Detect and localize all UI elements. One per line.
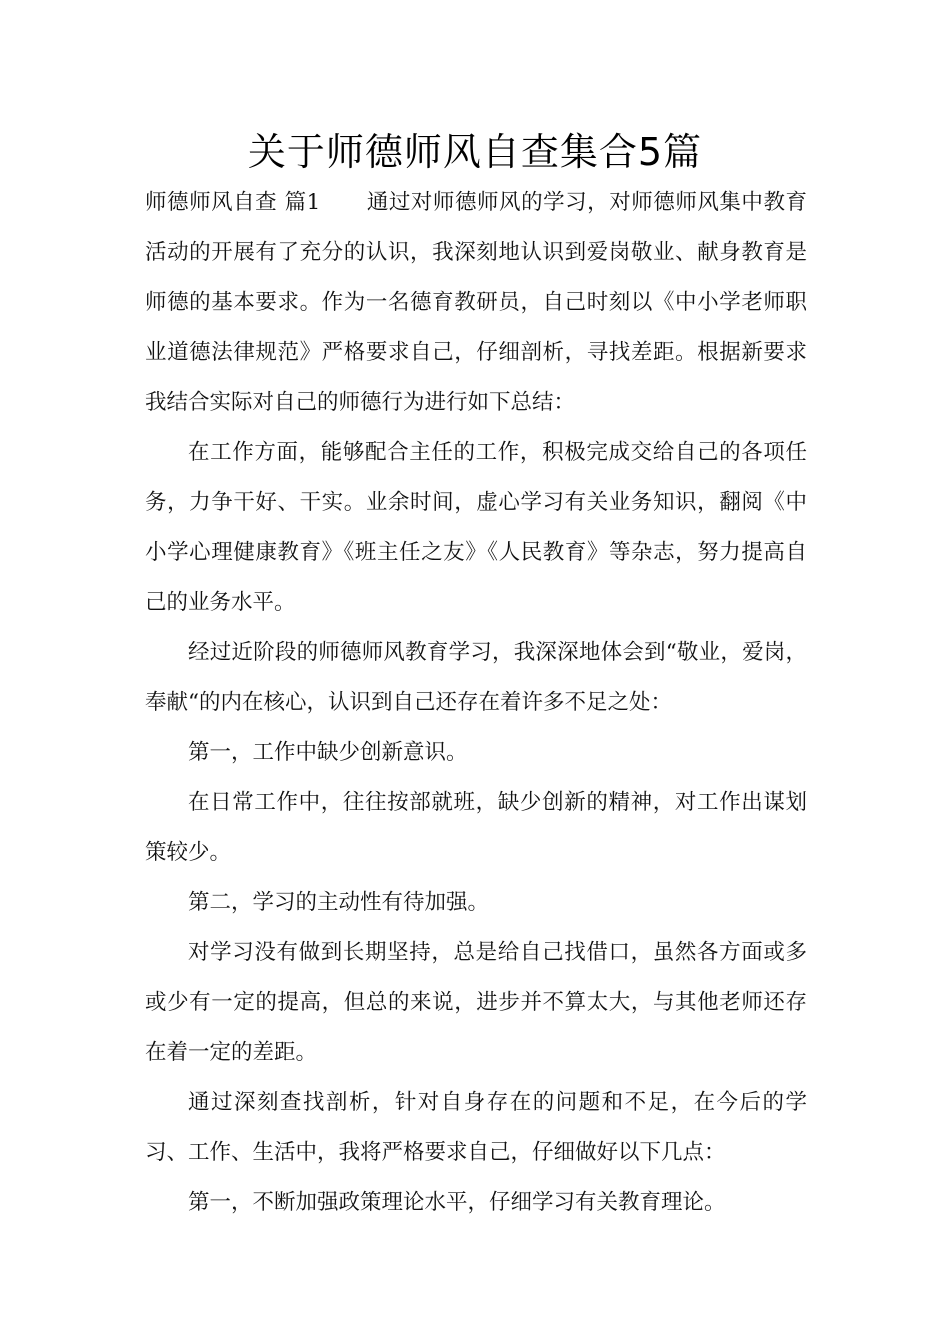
paragraph-3: 经过近阶段的师德师风教育学习，我深深地体会到“敬业，爱岗，奉献“的内在核心，认识到自己还存在着许多不足之处：: [145, 640, 807, 715]
document-body: [145, 178, 807, 1228]
paragraph-1-text: 通过对师德师风的学习，对师德师风集中教育活动的开展有了充分的认识，我深刻地认识到爱岗敬业、献身教育是师德的基本要求。作为一名德育教研员，自己时刻以《中小学老师职业道德法律规范》严格要求自己，仔细剖析，寻找差距。根据新要求我结合实际对自己的师德行为进行如下总结：: [145, 190, 807, 415]
paragraph-6: 第二，学习的主动性有待加强。: [188, 890, 490, 915]
document-title: 关于师德师风自查集合5篇: [247, 130, 703, 174]
paragraph-7: 对学习没有做到长期坚持，总是给自己找借口，虽然各方面或多或少有一定的提高，但总的来说，进步并不算太大，与其他老师还存在着一定的差距。: [145, 940, 807, 1065]
paragraph-2: 在工作方面，能够配合主任的工作，积极完成交给自己的各项任务，力争干好、干实。业余时间，虚心学习有关业务知识，翻阅《中小学心理健康教育》《班主任之友》《人民教育》等杂志，努力提高自己的业务水平。: [145, 440, 807, 615]
paragraph-1: [145, 178, 807, 428]
paragraph-4: 第一，工作中缺少创新意识。: [188, 740, 468, 765]
paragraph-9: 第一，不断加强政策理论水平，仔细学习有关教育理论。: [188, 1190, 726, 1215]
paragraph-5: 在日常工作中，往往按部就班，缺少创新的精神，对工作出谋划策较少。: [145, 790, 807, 865]
section-heading: 师德师风自查 篇1: [145, 190, 321, 215]
paragraph-8: 通过深刻查找剖析，针对自身存在的问题和不足，在今后的学习、工作、生活中，我将严格要求自己，仔细做好以下几点：: [145, 1090, 807, 1165]
